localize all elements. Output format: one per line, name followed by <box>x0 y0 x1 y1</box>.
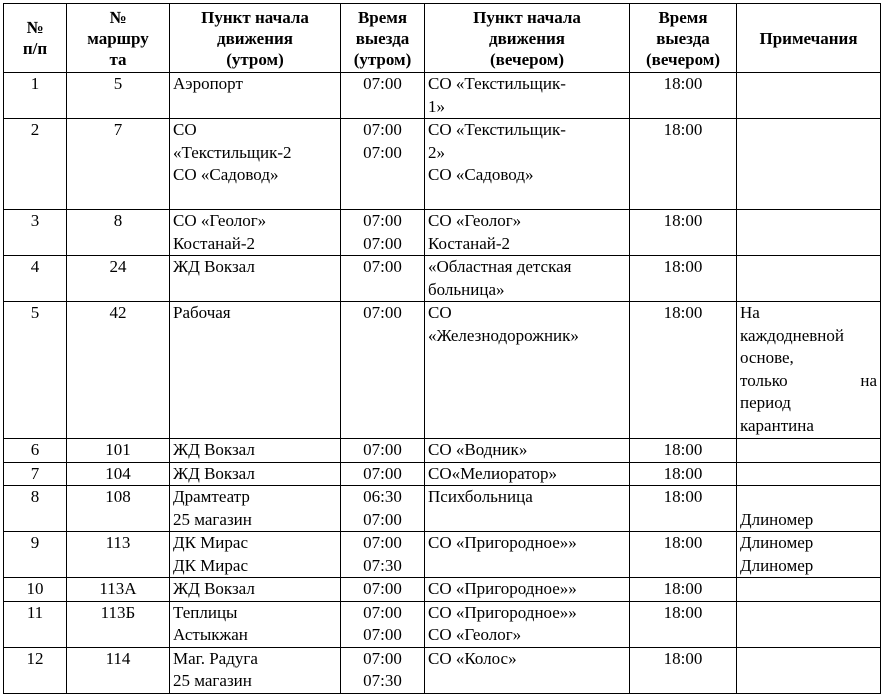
evening-start-point-line: СО «Текстильщик- <box>428 74 566 93</box>
evening-departure-time: 18:00 <box>630 647 737 693</box>
notes-cell <box>737 486 881 532</box>
morning-start-point-line: Астыкжан <box>173 625 248 644</box>
morning-departure-time-line: 07:00 <box>363 257 402 276</box>
route-number: 42 <box>67 302 170 439</box>
header-time-evening <box>630 4 737 73</box>
evening-start-point <box>425 647 630 693</box>
header-line: движения <box>488 28 565 48</box>
morning-start-point-line: Драмтеатр <box>173 487 250 506</box>
evening-start-point-line: Костанай-2 <box>428 233 511 253</box>
note-line: Длиномер <box>740 533 814 552</box>
table-row <box>4 73 881 119</box>
note-line: каждодневной <box>740 325 844 345</box>
evening-start-point-line: СО «Текстильщик- <box>428 120 566 139</box>
evening-start-point <box>425 119 630 210</box>
evening-start-point <box>425 486 630 532</box>
table-row <box>4 302 881 439</box>
morning-start-point-line: Рабочая <box>173 303 231 322</box>
notes-cell <box>737 73 881 119</box>
evening-departure-time: 18:00 <box>630 578 737 602</box>
route-number: 104 <box>67 462 170 486</box>
evening-start-point <box>425 73 630 119</box>
note-line: На <box>740 303 760 322</box>
evening-start-point <box>425 532 630 578</box>
row-number: 9 <box>4 532 67 578</box>
header-line: (вечером) <box>490 49 564 69</box>
header-notes <box>737 4 881 73</box>
morning-departure-time <box>341 462 425 486</box>
morning-departure-time-line: 07:00 <box>363 233 402 253</box>
morning-start-point-line: ДК Мирас <box>173 533 248 552</box>
notes-cell <box>737 256 881 302</box>
evening-start-point <box>425 439 630 463</box>
notes-cell <box>737 302 881 439</box>
route-number: 114 <box>67 647 170 693</box>
morning-departure-time-line: 07:00 <box>363 579 402 598</box>
morning-start-point-line: ЖД Вокзал <box>173 579 255 598</box>
row-number: 2 <box>4 119 67 210</box>
route-number: 8 <box>67 210 170 256</box>
evening-departure-time: 18:00 <box>630 302 737 439</box>
morning-departure-time-line: 07:30 <box>363 671 402 690</box>
row-number: 10 <box>4 578 67 602</box>
morning-departure-time <box>341 302 425 439</box>
evening-start-point-line: 2» <box>428 142 445 162</box>
header-row <box>4 4 881 73</box>
morning-departure-time <box>341 578 425 602</box>
morning-departure-time <box>341 647 425 693</box>
evening-departure-time: 18:00 <box>630 256 737 302</box>
evening-start-point <box>425 462 630 486</box>
morning-departure-time-line: 07:00 <box>363 142 402 162</box>
morning-departure-time-line: 06:30 <box>363 487 402 506</box>
row-number: 5 <box>4 302 67 439</box>
header-line: (утром) <box>353 49 412 69</box>
table-row <box>4 210 881 256</box>
header-line: (вечером) <box>646 49 720 69</box>
note-line: карантина <box>740 415 814 435</box>
notes-cell <box>737 532 881 578</box>
row-number: 6 <box>4 439 67 463</box>
evening-start-point-line: СО «Колос» <box>428 648 517 668</box>
route-number: 113А <box>67 578 170 602</box>
note-line <box>740 370 877 393</box>
morning-start-point-line: 25 магазин <box>173 509 252 529</box>
morning-start-point <box>170 578 341 602</box>
row-number: 1 <box>4 73 67 119</box>
morning-start-point-line: СО <box>173 120 197 139</box>
evening-start-point-line: «Областная детская <box>428 257 572 276</box>
notes-cell <box>737 601 881 647</box>
table-row <box>4 578 881 602</box>
evening-start-point-line: 1» <box>428 96 445 116</box>
evening-departure-time: 18:00 <box>630 439 737 463</box>
header-line: № <box>109 7 127 27</box>
morning-start-point <box>170 486 341 532</box>
morning-start-point <box>170 302 341 439</box>
evening-start-point-line: СО «Пригородное»» <box>428 533 577 552</box>
morning-start-point-line: «Текстильщик-2 <box>173 142 292 162</box>
header-start-morning <box>170 4 341 73</box>
morning-start-point <box>170 119 341 210</box>
evening-departure-time: 18:00 <box>630 210 737 256</box>
evening-start-point-line: СО <box>428 303 452 322</box>
header-route <box>67 4 170 73</box>
row-number: 4 <box>4 256 67 302</box>
morning-departure-time-line: 07:00 <box>363 533 402 552</box>
header-line: № <box>26 18 44 37</box>
morning-departure-time <box>341 210 425 256</box>
evening-departure-time: 18:00 <box>630 462 737 486</box>
route-number: 113 <box>67 532 170 578</box>
route-number: 24 <box>67 256 170 302</box>
notes-cell <box>737 462 881 486</box>
header-line: маршру <box>87 28 149 48</box>
morning-start-point <box>170 439 341 463</box>
morning-departure-time-line: 07:00 <box>363 303 402 322</box>
morning-start-point-line: Теплицы <box>173 602 238 622</box>
notes-cell <box>737 578 881 602</box>
morning-start-point-line: ЖД Вокзал <box>173 440 255 459</box>
morning-departure-time-line: 07:00 <box>363 211 402 230</box>
row-number: 3 <box>4 210 67 256</box>
table-row <box>4 462 881 486</box>
morning-departure-time <box>341 73 425 119</box>
table-row <box>4 256 881 302</box>
row-number: 12 <box>4 647 67 693</box>
notes-cell <box>737 119 881 210</box>
route-number: 108 <box>67 486 170 532</box>
row-number: 7 <box>4 462 67 486</box>
table-row <box>4 601 881 647</box>
evening-start-point <box>425 601 630 647</box>
evening-start-point-line: СО «Водник» <box>428 440 528 459</box>
header-line: п/п <box>22 39 48 58</box>
route-number: 101 <box>67 439 170 463</box>
note-word: на <box>860 370 877 390</box>
morning-departure-time <box>341 532 425 578</box>
morning-start-point-line: СО «Садовод» <box>173 165 279 184</box>
morning-departure-time-line: 07:00 <box>363 509 402 529</box>
note-line: основе, <box>740 348 794 367</box>
table-row <box>4 119 881 210</box>
morning-start-point-line: ЖД Вокзал <box>173 463 255 483</box>
morning-start-point <box>170 73 341 119</box>
morning-start-point-line: ЖД Вокзал <box>173 257 255 276</box>
morning-departure-time <box>341 256 425 302</box>
schedule-table <box>3 3 881 694</box>
header-line: выезда <box>656 28 710 48</box>
table-row <box>4 439 881 463</box>
row-number: 8 <box>4 486 67 532</box>
table-row <box>4 647 881 693</box>
header-line: Пункт начала <box>473 7 581 27</box>
morning-departure-time-line: 07:00 <box>363 120 402 139</box>
evening-start-point <box>425 302 630 439</box>
evening-departure-time: 18:00 <box>630 532 737 578</box>
morning-start-point <box>170 210 341 256</box>
evening-start-point-line: Психбольница <box>428 487 533 506</box>
header-time-morning <box>341 4 425 73</box>
header-line: выезда <box>355 28 410 48</box>
morning-start-point <box>170 647 341 693</box>
header-line: Время <box>658 7 708 27</box>
evening-departure-time: 18:00 <box>630 486 737 532</box>
notes-cell <box>737 439 881 463</box>
morning-start-point-line: Аэропорт <box>173 74 243 93</box>
header-line: (утром) <box>226 49 284 69</box>
header-line: Время <box>357 7 408 27</box>
evening-start-point-line: «Железнодорожник» <box>428 325 579 345</box>
header-line: та <box>109 49 127 69</box>
evening-start-point <box>425 578 630 602</box>
morning-start-point-line: Костанай-2 <box>173 233 256 253</box>
morning-departure-time-line: 07:00 <box>363 74 402 93</box>
morning-start-point-line: 25 магазин <box>173 671 252 690</box>
note-word: только <box>740 370 788 390</box>
table-row <box>4 532 881 578</box>
route-number: 7 <box>67 119 170 210</box>
morning-departure-time-line: 07:30 <box>363 555 402 575</box>
evening-start-point-line: больница» <box>428 279 505 299</box>
route-number: 113Б <box>67 601 170 647</box>
morning-departure-time <box>341 439 425 463</box>
morning-departure-time-line: 07:00 <box>363 648 402 668</box>
notes-cell <box>737 210 881 256</box>
morning-start-point <box>170 601 341 647</box>
morning-start-point-line: ДК Мирас <box>173 555 248 575</box>
morning-departure-time-line: 07:00 <box>363 625 402 644</box>
evening-start-point-line: СО «Геолог» <box>428 625 522 644</box>
evening-departure-time: 18:00 <box>630 601 737 647</box>
header-num <box>4 4 67 73</box>
evening-start-point <box>425 256 630 302</box>
notes-cell <box>737 647 881 693</box>
row-number: 11 <box>4 601 67 647</box>
morning-departure-time <box>341 119 425 210</box>
evening-start-point-line: СО «Садовод» <box>428 165 534 184</box>
morning-start-point-line: Маг. Радуга <box>173 648 258 668</box>
evening-start-point-line: СО «Пригородное»» <box>428 579 577 598</box>
route-number: 5 <box>67 73 170 119</box>
morning-departure-time-line: 07:00 <box>363 440 402 459</box>
morning-departure-time <box>341 601 425 647</box>
evening-departure-time: 18:00 <box>630 119 737 210</box>
note-line: Длиномер <box>740 555 814 575</box>
evening-start-point <box>425 210 630 256</box>
note-line: Длиномер <box>740 509 814 529</box>
header-start-evening <box>425 4 630 73</box>
header-line: движения <box>216 28 293 48</box>
morning-departure-time-line: 07:00 <box>363 602 402 622</box>
evening-start-point-line: СО «Геолог» <box>428 211 522 230</box>
morning-start-point <box>170 462 341 486</box>
table-row <box>4 486 881 532</box>
morning-departure-time <box>341 486 425 532</box>
note-line: период <box>740 393 791 412</box>
morning-start-point-line: СО «Геолог» <box>173 211 267 230</box>
evening-start-point-line: СО «Пригородное»» <box>428 602 577 622</box>
blank-line <box>740 486 877 509</box>
morning-start-point <box>170 532 341 578</box>
morning-departure-time-line: 07:00 <box>363 463 402 483</box>
header-line: Пункт начала <box>201 7 309 27</box>
evening-departure-time: 18:00 <box>630 73 737 119</box>
morning-start-point <box>170 256 341 302</box>
header-line: Примечания <box>759 28 858 48</box>
evening-start-point-line: СО«Мелиоратор» <box>428 463 557 483</box>
